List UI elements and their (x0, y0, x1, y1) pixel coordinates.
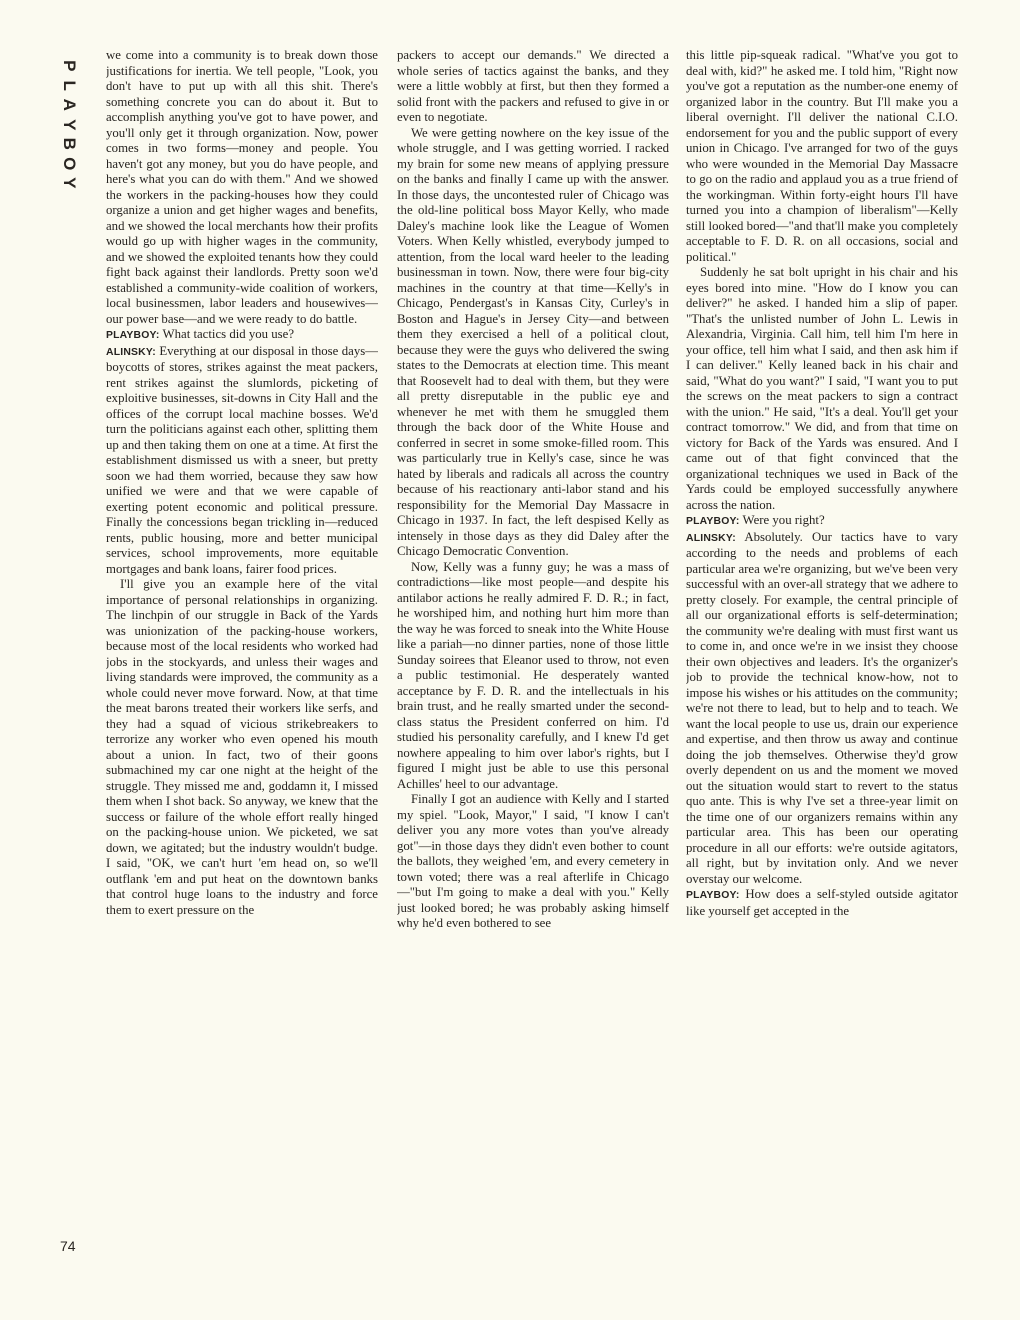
interview-paragraph (686, 513, 958, 530)
body-paragraph: we come into a community is to break down those justifications for inertia. We tell people, "Look, you don't have to put up with all this shit. There's something concrete you can do about it. But to accomplish anything you've got to have power, and you'll only get it through organization. Now, power comes in two forms—money and people. You haven't got any money, but you do have people, and here's what you can do with them." And we showed the workers in the packing-houses how they could organize a union and get higher wages and benefits, and we showed the local merchants how their profits would go up with higher wages in the community, and we showed the exploited tenants how they could fight back against their landlords. Pretty soon we'd established a community-wide coalition of workers, local businessmen, labor leaders and housewives—our power base—and we were ready to do battle. (106, 48, 378, 326)
paragraph-text: What tactics did you use? (162, 327, 295, 341)
body-paragraph: this little pip-squeak radical. "What've you got to deal with, kid?" he asked me. I told him, "Right now you've got a reputation as the number-one enemy of organized labor in the country. But I'll make you a liberal overnight. I'll deliver the national C.I.O. endorsement for you and the public support of every union in Chicago. I've arranged for two of the guys who were wounded in the Memorial Day Massacre to go on the radio and applaud you as a true friend of the workingman. Within forty-eight hours I'll have turned you into a champion of liberalism"—Kelly still looked bored—"and that'll make you completely acceptable to F. D. R. on all occasions, social and political." (686, 48, 958, 264)
paragraph-text: Were you right? (742, 513, 825, 527)
paragraph-text: How does a self-styled outside agitator like yourself get accepted in the (686, 887, 958, 918)
text-column-3 (686, 48, 958, 1268)
speaker-label: PLAYBOY: (106, 330, 160, 341)
body-paragraph: Now, Kelly was a funny guy; he was a mass of contradictions—like most people—and despite his antilabor actions he really admired F. D. R.; in fact, he worshiped him, and nothing hurt him more than the way he was forced to sneak into the White House like a pariah—no dinner parties, none of those little Sunday soirees that Eleanor used to throw, not even a public testimonial. He desperately wanted acceptance by F. D. R. and the intellectuals in his brain trust, and he really smarted under the second-class status the President conferred on him. I'd studied his personality carefully, and I knew I'd get nowhere appealing to him over labor's rights, but I figured I might just be able to use this personal Achilles' heel to our advantage. (397, 559, 669, 791)
speaker-label: ALINSKY: (106, 346, 156, 358)
magazine-title: P L A Y B O Y (59, 60, 79, 189)
page-number: 74 (60, 1238, 76, 1254)
text-column-2 (397, 48, 669, 1268)
body-paragraph: Finally I got an audience with Kelly and I started my spiel. "Look, Mayor," I said, "I know I can't deliver you any more votes than you've already got"—in those days they didn't even bother to count the ballots, they weighed 'em, and every cemetery in town voted; there was a real afterlife in Chicago—"but I'm going to make a deal with you." Kelly just looked bored; he was probably asking himself why he'd even bothered to see (397, 792, 669, 930)
paragraph-text: Absolutely. Our tactics have to vary according to the needs and problems of each particular area we're organizing, but we've been very successful with an over-all strategy that we adhere to pretty closely. For example, the central principle of all our organizational efforts is self-determination; the community we're dealing with must first want us to come in, and once we're in we insist they choose their own objectives and leaders. It's the organizer's job to provide the technical know-how, not to impose his wishes or his attitudes on the community; we're not there to lead, but to help and to teach. We want the local people to use us, drain our experience and expertise, and then throw us away and continue doing the job themselves. Otherwise they'd grow overly dependent on us and the moment we moved out the situation would start to revert to the status quo ante. This is why I've set a three-year limit on the time one of our organizers remains within any particular area. This has been our operating procedure in all our efforts: we're outside agitators, all right, but by invitation only. And we never overstay our welcome. (686, 529, 958, 886)
body-paragraph: Suddenly he sat bolt upright in his chair and his eyes bored into mine. "How do I know you can deliver?" he asked. I handed him a slip of paper. "That's the unlisted number of John L. Lewis in Alexandria, Virginia. Call him, tell him I'm here in your office, tell him what I said, and then ask him if I can deliver." Kelly leaned back in his chair and said, "What do you want?" I said, "I want you to put the screws on the meat packers to sign a contract with the union." He said, "It's a deal. You'll get your contract tomorrow." We did, and from that time on victory for Back of the Yards was ensured. And I came out of that fight convinced that the organizational techniques we used in Back of the Yards could be employed successfully anywhere across the nation. (686, 265, 958, 512)
body-paragraph: We were getting nowhere on the key issue of the whole struggle, and I was getting worried. I racked my brain for some new means of applying pressure on the banks and finally I came up with the answer. In those days, the uncontested ruler of Chicago was the old-line political boss Mayor Kelly, who made Daley's machine look like the League of Women Voters. When Kelly whistled, everybody jumped to attention, from the local ward heeler to the leading businessman in town. Now, there were four big-city machines in the country at that time—Kelly's in Chicago, Pendergast's in Kansas City, Curley's in Boston and Hague's in Jersey City—and between them they exercised a hell of a political clout, because they were the guys who delivered the swing states to the Democrats at election time. This meant that Roosevelt had to deal with them, but they were all pretty disreputable in the public eye and whenever he met with them he smuggled them through the back door of the White House and conferred in secret in some smoke-filled room. This was particularly true in Kelly's case, since he was hated by liberals and radicals all across the country because of his reactionary anti-labor stand and his responsibility for the Memorial Day Massacre in Chicago in 1937. In fact, the left despised Kelly as intensely in those days as they did Daley after the Chicago Democratic Convention. (397, 125, 669, 558)
speaker-label: PLAYBOY: (686, 516, 740, 527)
paragraph-text: Everything at our disposal in those days—boycotts of stores, strikes against the meat packers, rent strikes against the slumlords, picketing of exploitive businesses, sit-downs in City Hall and the offices of the corrupt local machine bosses. We'd turn the politicians against each other, splitting them up and then taking them on one at a time. At first the establishment dismissed us with a sneer, but pretty soon we had them worried, because they saw how unified we were and that we were capable of exerting potent economic and political pressure. Finally the concessions began trickling in—reduced rents, public housing, more and better municipal services, school improvements, more equitable mortgages and bank loans, fairer food prices. (106, 343, 378, 576)
interview-paragraph (106, 327, 378, 344)
speaker-label: ALINSKY: (686, 532, 736, 544)
body-paragraph: I'll give you an example here of the vital importance of personal relationships in organizing. The linchpin of our struggle in Back of the Yards was unionization of the packing-house workers, because most of the local residents who worked had jobs in the stockyards, and unless their wages and living standards were improved, the community as a whole could never move forward. Now, at that time the meat barons treated their workers like serfs, and they had a squad of vicious strikebreakers to terrorize any worker who even opened his mouth about a union. In fact, two of their goons submachined my car one night at the height of the struggle. They missed me and, goddamn it, I missed them when I shot back. So anyway, we knew that the success or failure of the whole effort really hinged on the packing-house union. We picketed, we sat down, we agitated; but the industry wouldn't budge. I said, "OK, we can't hurt 'em head on, so we'll outflank 'em and put heat on the downtown banks that control huge loans to the industry and force them to exert pressure on the (106, 577, 378, 917)
interview-paragraph (686, 887, 958, 919)
text-column-1 (106, 48, 378, 1268)
body-paragraph: packers to accept our demands." We directed a whole series of tactics against the banks, and they were a little wobbly at first, but then they formed a solid front with the packers and refused to give in or even to negotiate. (397, 48, 669, 124)
interview-paragraph (686, 530, 958, 888)
interview-paragraph (106, 344, 378, 578)
speaker-label: PLAYBOY: (686, 890, 740, 901)
